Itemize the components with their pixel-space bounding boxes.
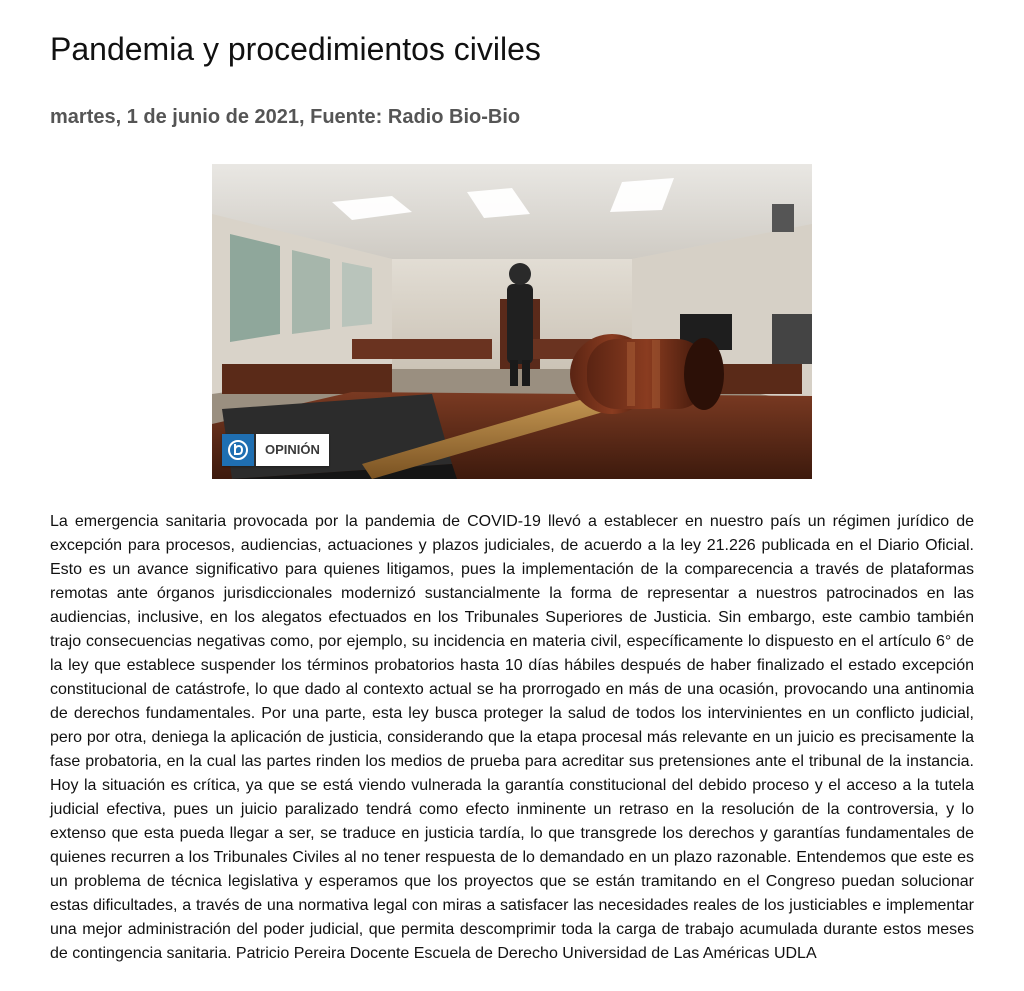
opinion-badge bbox=[222, 434, 329, 466]
opinion-badge-label: OPINIÓN bbox=[256, 434, 329, 466]
courtroom-gavel-illustration bbox=[212, 164, 812, 479]
article-title: Pandemia y procedimientos civiles bbox=[50, 31, 541, 67]
article-meta: martes, 1 de junio de 2021, Fuente: Radio Bio-Bio bbox=[50, 106, 521, 128]
biobio-logo-icon bbox=[222, 434, 254, 466]
article-photo bbox=[212, 164, 812, 479]
article-body: La emergencia sanitaria provocada por la pandemia de COVID-19 llevó a establecer en nuestro país un régimen jurídico de excepción para procesos, audiencias, actuaciones y plazos judiciales, de acuerdo a la ley 21.226 publicada en el Diario Oficial. Esto es un avance significativo para quienes litigamos, pues la implementación de la comparecencia a través de plataformas remotas ante órganos jurisdiccionales modernizó sustancialmente la forma de representar a nuestros patrocinados en las audiencias, inclusive, en los alegatos efectuados en los Tribunales Superiores de Justicia. Sin embargo, este cambio también trajo consecuencias negativas como, por ejemplo, su incidencia en materia civil, específicamente lo dispuesto en el artículo 6° de la ley que establece suspender los términos probatorios hasta 10 días hábiles después de haber finalizado el estado excepción constitucional de catástrofe, lo que dado al contexto actual se ha prorrogado en más de una ocasión, provocando una antinomia de derechos fundamentales. Por una parte, esta ley busca proteger la salud de todos los intervinientes en un conflicto judicial, pero por otra, deniega la aplicación de justicia, considerando que la etapa procesal más relevante en un juicio es precisamente la fase probatoria, en la cual las partes rinden los medios de prueba para acreditar sus pretensiones ante el tribunal de la instancia. Hoy la situación es crítica, ya que se está viendo vulnerada la garantía constitucional del debido proceso y el acceso a la tutela judicial efectiva, pues un juicio paralizado tendrá como efecto inminente un retraso en la resolución de la controversia, y lo extenso que esta pueda llegar a ser, se traduce en justicia tardía, lo que transgrede los derechos y garantías fundamentales de quienes recurren a los Tribunales Civiles al no tener respuesta de lo demandado en un plazo razonable. Entendemos que este es un problema de técnica legislativa y esperamos que los proyectos que se están tramitando en el Congreso puedan solucionar estas dificultades, a través de una normativa legal con miras a satisfacer las necesidades reales de los justiciables e implementar una mejor administración del poder judicial, que permita descomprimir toda la carga de trabajo acumulada durante estos meses de contingencia sanitaria. Patricio Pereira Docente Escuela de Derecho Universidad de Las Américas UDLA bbox=[50, 513, 974, 962]
